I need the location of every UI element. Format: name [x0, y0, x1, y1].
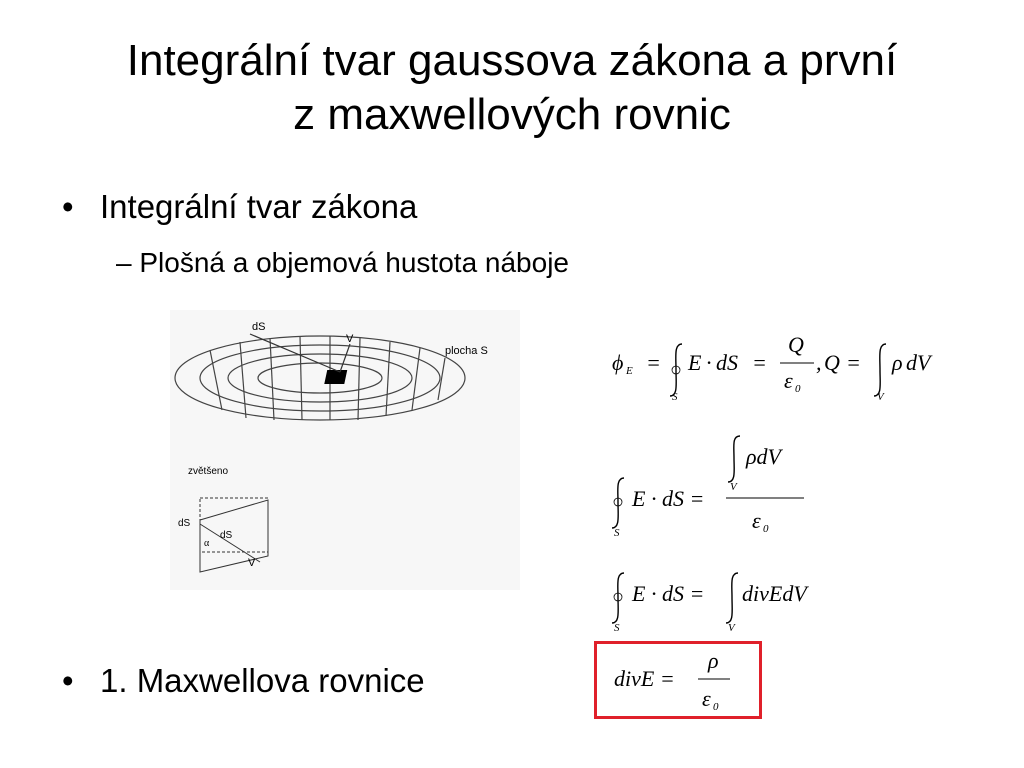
bullet-integral-form	[62, 188, 418, 226]
fraction-denominator: ε	[784, 368, 793, 393]
comma: ,	[816, 350, 822, 375]
bullet-marker: •	[62, 662, 74, 699]
sub-bullet-charge-density	[116, 247, 569, 279]
integral-subscript-S: S	[614, 527, 620, 539]
integral-subscript-V: V	[728, 622, 735, 634]
epsilon-subscript: 0	[763, 523, 769, 535]
fraction-denominator: ε	[702, 686, 711, 711]
bullet-marker: •	[62, 188, 74, 225]
zoom-label: zvětšeno	[188, 466, 229, 477]
equation-divergence-theorem	[612, 565, 842, 637]
zoom-dS-vector-label: dS	[220, 530, 233, 541]
integral-subscript-S: S	[672, 391, 678, 403]
rho: ρ	[892, 350, 903, 375]
slide-title	[40, 34, 984, 142]
zoom-dS-label: dS	[178, 518, 191, 529]
phi-subscript: E	[626, 365, 633, 377]
integral-sign	[726, 573, 738, 623]
rhs: divEdV	[742, 581, 807, 606]
surface-label: plocha S	[445, 345, 488, 357]
dS-label: dS	[252, 321, 266, 333]
integral-subscript-S: S	[614, 622, 620, 634]
zoom-alpha-label: α	[204, 538, 210, 549]
dS: dS	[716, 350, 738, 375]
bullet-maxwell-equation	[62, 662, 425, 700]
equals: =	[846, 350, 861, 375]
integral-sign	[728, 436, 740, 482]
bullet-text: 1. Maxwellova rovnice	[100, 662, 425, 699]
fraction-denominator: ε	[752, 508, 761, 533]
bullet-text: Integrální tvar zákona	[100, 188, 418, 225]
charge-Q: Q	[824, 350, 840, 375]
equals: =	[646, 350, 661, 375]
phi-symbol: ϕ	[612, 350, 624, 375]
dot: ·	[706, 350, 712, 375]
equation-flux	[612, 330, 957, 410]
sub-bullet-text: Plošná a objemová hustota náboje	[139, 247, 569, 278]
fraction-numerator: ρ	[708, 648, 719, 673]
V-label: V	[346, 333, 354, 345]
dV: dV	[906, 350, 931, 375]
integral-subscript-V: V	[730, 481, 737, 493]
epsilon-subscript: 0	[795, 383, 801, 395]
lhs: E · dS =	[632, 581, 705, 606]
equation-gauss-volume	[612, 430, 812, 540]
surface-element	[324, 370, 347, 384]
equals: =	[752, 350, 767, 375]
equation-maxwell-first	[610, 646, 750, 716]
gauss-surface-figure	[170, 310, 520, 590]
zoom-V-label: V	[248, 557, 256, 569]
E-field: E	[688, 350, 702, 375]
sub-bullet-marker: –	[116, 247, 132, 278]
epsilon-subscript: 0	[713, 701, 719, 713]
fraction-numerator: ρdV	[746, 444, 781, 469]
lhs: divE =	[614, 666, 675, 691]
title-line-1: Integrální tvar gaussova zákona a první	[126, 36, 898, 85]
integral-sign	[874, 344, 886, 396]
integral-subscript-V: V	[877, 391, 884, 403]
title-line-2: z maxwellových rovnic	[293, 90, 731, 139]
fraction-numerator: Q	[788, 332, 804, 357]
lhs: E · dS =	[632, 486, 705, 511]
